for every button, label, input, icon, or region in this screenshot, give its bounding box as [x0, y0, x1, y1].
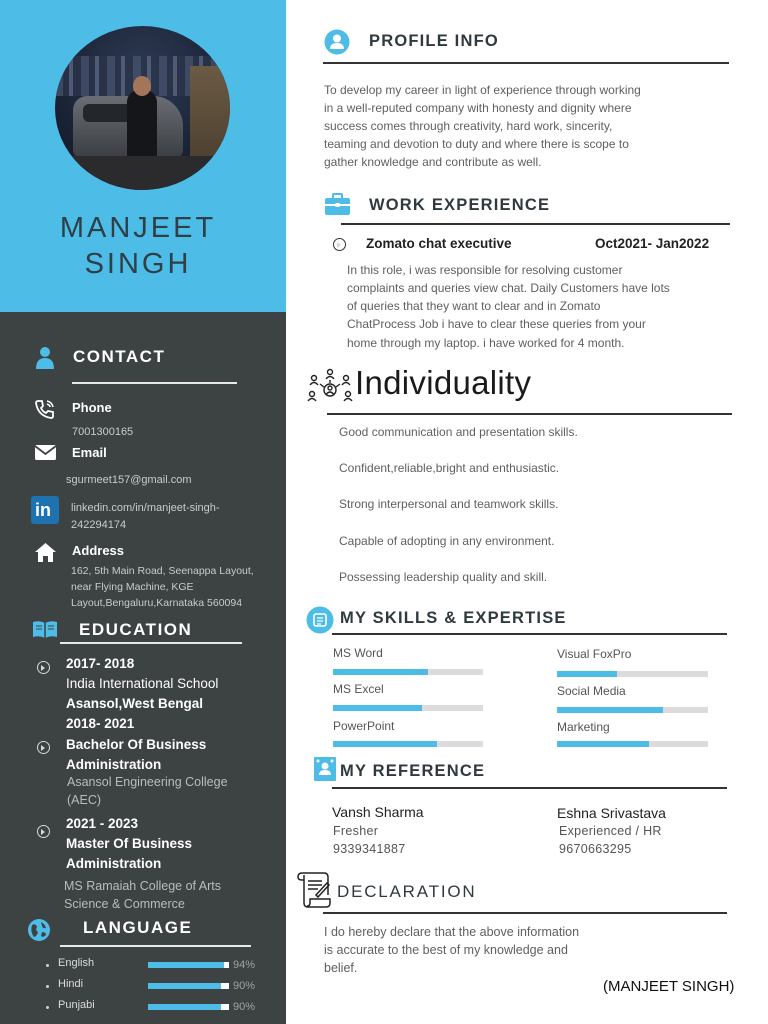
edu-2-line1: Bachelor Of Business — [66, 737, 207, 752]
skill-name: MS Word — [333, 646, 383, 660]
language-percent: 94% — [233, 959, 256, 971]
work-line4: ChatProcess Job i have to clear these queries from your — [347, 317, 646, 331]
edu-3-line2: Administration — [66, 856, 162, 871]
individuality-item: Possessing leadership quality and skill. — [339, 570, 548, 584]
education-divider — [60, 642, 242, 644]
last-name: SINGH — [84, 248, 192, 280]
individuality-divider — [327, 413, 732, 415]
declaration-line3: belief. — [324, 961, 358, 975]
edu-3-line1: Master Of Business — [66, 836, 193, 851]
reference-heading: MY REFERENCE — [340, 762, 486, 780]
declaration-line1: I do hereby declare that the above information — [324, 925, 580, 939]
edu-3-inst2: Science & Commerce — [64, 897, 185, 911]
skill-bar — [557, 741, 708, 747]
work-dates: Oct2021- Jan2022 — [595, 236, 710, 251]
language-divider — [60, 945, 251, 947]
scroll-icon — [296, 869, 332, 909]
work-line3: of queries that they want to clear and in Zomato — [347, 299, 601, 313]
profile-photo — [55, 26, 230, 190]
reference-1-role: Fresher — [333, 824, 379, 838]
language-name: Hindi — [58, 978, 84, 990]
profile-line4: teaming and devotion to duty and where there is scope to — [324, 137, 629, 151]
skill-bar — [557, 671, 708, 677]
edu-2-years: 2018- 2021 — [66, 716, 135, 731]
skills-heading: MY SKILLS & EXPERTISE — [340, 609, 567, 627]
language-bar-fill — [148, 1004, 221, 1010]
edu-1-line2: Asansol,West Bengal — [66, 696, 204, 711]
linkedin-url-line1[interactable]: linkedin.com/in/manjeet-singh- — [71, 502, 220, 514]
language-percent: 90% — [233, 1001, 256, 1013]
reference-icon — [313, 756, 337, 782]
work-heading: WORK EXPERIENCE — [369, 196, 551, 214]
edu-2-inst1: Asansol Engineering College — [67, 775, 228, 789]
profile-icon — [324, 29, 350, 55]
skill-name: Marketing — [557, 720, 610, 734]
language-bar-fill — [148, 962, 224, 968]
skill-bar-fill — [557, 707, 663, 713]
bullet-icon — [333, 238, 346, 251]
reference-divider — [332, 787, 727, 789]
email-label: Email — [72, 445, 107, 460]
work-divider — [341, 223, 730, 225]
work-line2: complaints and queries view chat. Daily Customers have lots — [347, 281, 670, 295]
email-address[interactable]: sgurmeet157@gmail.com — [66, 474, 192, 486]
declaration-line2: is accurate to the best of my knowledge and — [324, 943, 568, 957]
contact-divider — [72, 382, 237, 384]
language-name: English — [58, 957, 95, 969]
work-line5: home through my laptop. i have worked for 4 month. — [347, 336, 625, 350]
phone-icon — [34, 398, 56, 420]
profile-divider — [323, 62, 729, 64]
declaration-heading: DECLARATION — [337, 882, 477, 901]
language-bar-fill — [148, 983, 221, 989]
edu-2-inst2: (AEC) — [67, 793, 102, 807]
skill-name: MS Excel — [333, 682, 384, 696]
language-bar — [148, 962, 229, 968]
bullet-icon — [37, 825, 50, 838]
skill-bar-fill — [557, 741, 649, 747]
individuality-item: Confident,reliable,bright and enthusiastic. — [339, 461, 560, 475]
skill-bar — [333, 669, 483, 675]
work-role: Zomato chat executive — [366, 236, 512, 251]
skills-icon — [306, 606, 334, 634]
skill-bar — [557, 707, 708, 713]
person-icon — [35, 346, 55, 370]
skill-bar-fill — [557, 671, 617, 677]
skill-name: Visual FoxPro — [557, 647, 632, 661]
signature: (MANJEET SINGH) — [603, 978, 735, 995]
bullet-icon — [46, 985, 49, 988]
profile-line2: in a well-reputed company with honesty and dignity where — [324, 101, 632, 115]
edu-1-line1: India International School — [66, 676, 219, 691]
reference-2-role: Experienced / HR — [559, 824, 662, 838]
language-percent: 90% — [233, 980, 256, 992]
linkedin-icon: in — [31, 496, 59, 524]
address-line3: Layout,Bengaluru,Karnataka 560094 — [71, 597, 243, 609]
home-icon — [34, 542, 57, 563]
phone-number[interactable]: 7001300165 — [72, 426, 134, 438]
bullet-icon — [37, 741, 50, 754]
phone-label: Phone — [72, 400, 112, 415]
declaration-divider — [323, 912, 727, 914]
address-line1: 162, 5th Main Road, Seenappa Layout, — [71, 565, 254, 577]
address-label: Address — [72, 543, 125, 558]
briefcase-icon — [324, 193, 351, 216]
individuality-heading: Individuality — [355, 364, 532, 401]
individuality-item: Good communication and presentation skills. — [339, 425, 578, 439]
skill-bar-fill — [333, 705, 422, 711]
team-icon — [306, 368, 354, 402]
edu-1-years: 2017- 2018 — [66, 656, 135, 671]
reference-1-phone[interactable]: 9339341887 — [333, 842, 406, 856]
book-icon — [32, 619, 58, 639]
language-name: Punjabi — [58, 999, 95, 1011]
education-heading: EDUCATION — [79, 620, 193, 639]
skills-divider — [332, 633, 727, 635]
profile-line1: To develop my career in light of experience through working — [324, 83, 641, 97]
work-line1: In this role, i was responsible for resolving customer — [347, 263, 623, 277]
first-name: MANJEET — [59, 212, 217, 244]
bullet-icon — [46, 964, 49, 967]
skill-name: Social Media — [557, 684, 626, 698]
individuality-item: Strong interpersonal and teamwork skills. — [339, 497, 559, 511]
language-heading: LANGUAGE — [83, 918, 193, 937]
reference-2-phone[interactable]: 9670663295 — [559, 842, 632, 856]
edu-2-line2: Administration — [66, 757, 162, 772]
bullet-icon — [46, 1006, 49, 1009]
language-bar — [148, 1004, 229, 1010]
reference-1-name: Vansh Sharma — [332, 804, 424, 820]
profile-heading: PROFILE INFO — [369, 32, 499, 50]
email-icon — [34, 442, 57, 462]
linkedin-url-line2[interactable]: 242294174 — [71, 519, 127, 531]
skill-name: PowerPoint — [333, 719, 395, 733]
edu-3-inst1: MS Ramaiah College of Arts — [64, 879, 222, 893]
profile-line3: success comes through creativity, hard work, sincerity, — [324, 119, 613, 133]
bullet-icon — [37, 661, 50, 674]
profile-line5: gather knowledge and contribute as well. — [324, 155, 542, 169]
skill-bar — [333, 705, 483, 711]
individuality-item: Capable of adopting in any environment. — [339, 534, 555, 548]
language-bar — [148, 983, 229, 989]
edu-3-years: 2021 - 2023 — [66, 816, 139, 831]
globe-icon — [27, 918, 51, 942]
reference-2-name: Eshna Srivastava — [557, 805, 666, 821]
skill-bar — [333, 741, 483, 747]
contact-heading: CONTACT — [73, 347, 166, 366]
skill-bar-fill — [333, 741, 437, 747]
skill-bar-fill — [333, 669, 428, 675]
address-line2: near Flying Machine, KGE — [71, 581, 194, 593]
